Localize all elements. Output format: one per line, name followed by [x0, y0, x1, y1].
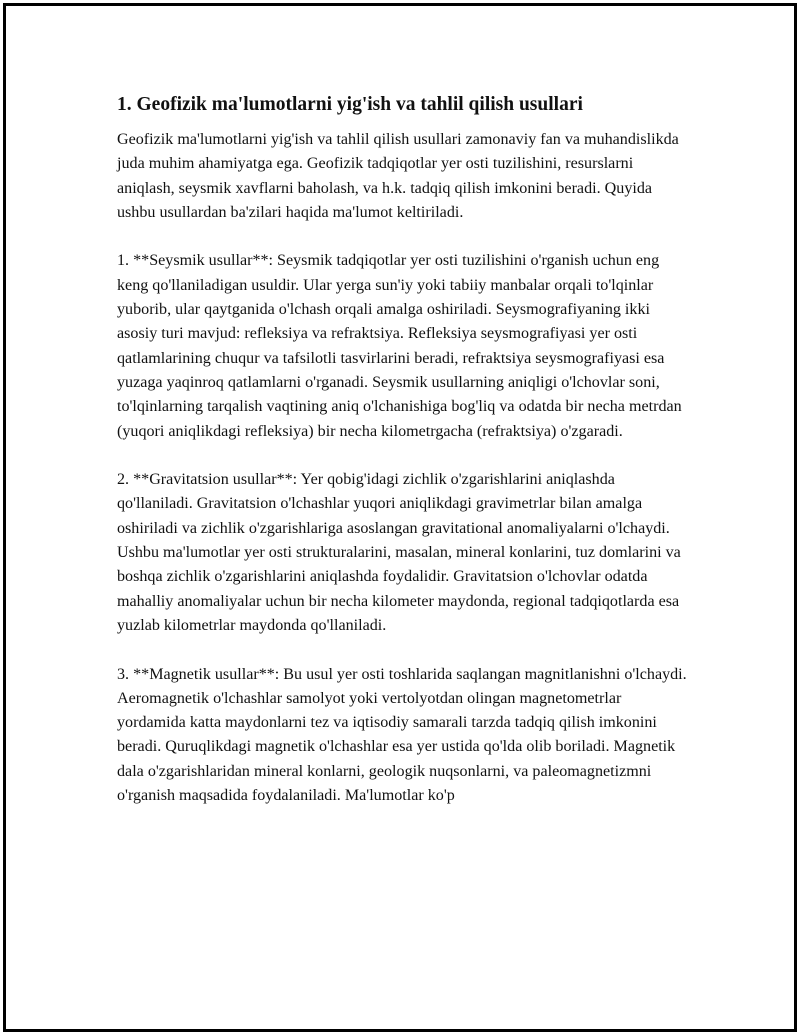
intro-paragraph: Geofizik ma'lumotlarni yig'ish va tahlil qilish usullari zamonaviy fan va muhandislikda juda muhim ahamiyatga ega. Geofizik tadqiqotlar yer osti tuzilishini, resurslarni aniqlash, seysmik xavflarni baholash, va h.k. tadqiq qilish imkonini beradi. Quyida ushbu usullardan ba'zilari haqida ma'lumot keltiriladi.	[117, 131, 679, 221]
document-title: 1. Geofizik ma'lumotlarni yig'ish va tahlil qilish usullari	[117, 94, 583, 115]
seismic-methods-paragraph: 1. **Seysmik usullar**: Seysmik tadqiqotlar yer osti tuzilishini o'rganish uchun eng keng qo'llaniladigan usuldir. Ular yerga sun'iy yoki tabiiy manbalar orqali to'lqinlar yuborib, ular qaytganida o'lchash orqali amalga oshiriladi. Seysmografiyaning ikki asosiy turi mavjud: refleksiya va refraktsiya. Refleksiya seysmografiyasi yer osti qatlamlarining chuqur va tafsilotli tasvirlarini beradi, refraktsiya seysmografiyasi esa yuzaga yaqinroq qatlamlarni o'rganadi. Seysmik usullarning aniqligi o'lchovlar soni, to'lqinlarning tarqalish vaqtining aniq o'lchanishiga bog'liq va odatda bir necha metrdan (yuqori aniqlikdagi refleksiya) bir necha kilometrgacha (refraktsiya) o'zgaradi.	[117, 252, 682, 440]
gravity-methods-paragraph: 2. **Gravitatsion usullar**: Yer qobig'idagi zichlik o'zgarishlarini aniqlashda qo'llaniladi. Gravitatsion o'lchashlar yuqori aniqlikdagi gravimetrlar bilan amalga oshiriladi va zichlik o'zgarishlariga asoslangan gravitational anomaliyalarni o'lchaydi. Ushbu ma'lumotlar yer osti strukturalarini, masalan, mineral konlarini, tuz domlarini va boshqa zichlik o'zgarishlarini aniqlashda foydalidir. Gravitatsion o'lchovlar odatda mahalliy anomaliyalar uchun bir necha kilometer maydonda, regional tadqiqotlarda esa yuzlab kilometrlar maydonda qo'llaniladi.	[117, 471, 681, 634]
magnetic-methods-paragraph: 3. **Magnetik usullar**: Bu usul yer osti toshlarida saqlangan magnitlanishni o'lchaydi. Aeromagnetik o'lchashlar samolyot yoki vertolyotdan olingan magnetometrlar yordamida katta maydonlarni tez va iqtisodiy samarali tarzda tadqiq qilish imkonini beradi. Quruqlikdagi magnetik o'lchashlar esa yer ustida qo'lda olib boriladi. Magnetik dala o'zgarishlaridan mineral konlarni, geologik nuqsonlarni, va paleomagnetizmni o'rganish maqsadida foydalaniladi. Ma'lumotlar ko'p	[117, 665, 687, 805]
document-body	[117, 92, 687, 833]
